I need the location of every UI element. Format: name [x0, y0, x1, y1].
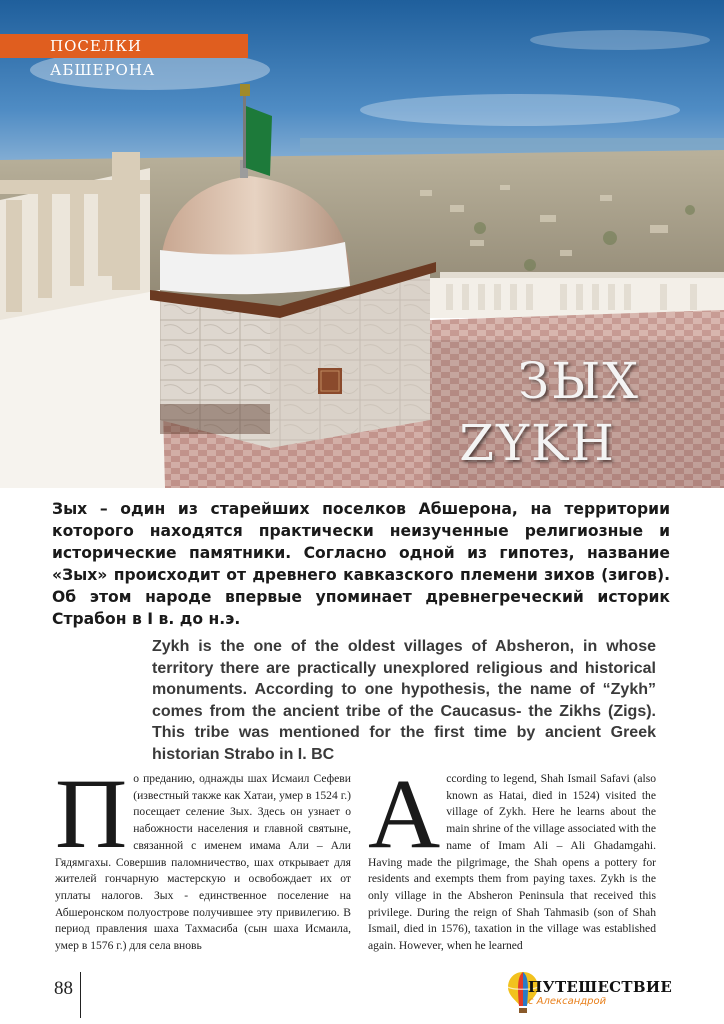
brand-subtitle: с Александрой: [528, 996, 607, 1007]
title-english: ZYKH: [459, 414, 616, 472]
lead-paragraph-russian: Зых – один из старейших поселков Абшерона, на территории которого находятся практически неизученные религиозные и исторические памятники. Согласно одной из гипотез, название «Зых» происходит от древнего кавказского племени зихов (зигов). Об этом народе впервые упоминает древнегреческий историк Страбон в I в. до н.э.: [52, 500, 670, 628]
lead-paragraph-english: Zykh is the one of the oldest villages of Absheron, in whose territory there are practically unexplored religious and historical monuments. According to one hypothesis, the name of “Zykh” comes from the ancient tribe of the Caucasus- the Zikhs (Zigs). This tribe was mentioned for the first time by ancient Greek historian Strabo in I. BC: [152, 638, 656, 763]
brand-title: ПУТЕШЕСТВИЕ: [528, 978, 673, 996]
body-text: ccording to legend, Shah Ismail Safavi (also known as Hatai, died in 1524) visited the village of Zykh. Here he learns about the main shrine of the village associated with the name of Imam Ali – Ali Ghadamgahi. Having made the pilgrimage, the Shah opens a pottery for residents and exempts them from paying taxes. Zykh is the only village in the Absheron Peninsula that received this privilege. During the reign of Shah Tahmasib (son of Shah Ismail, died in 1576), taxation in the village was established again. However, when he learned: [368, 772, 656, 953]
hero-photo: [0, 0, 724, 488]
body-text: о преданию, однажды шах Исмаил Сефеви (известный также как Хатаи, умер в 1524 г.) посещает селение Зых. Здесь он узнает о набожности населения и главной святыне, связанной с именем имама Али – Али Гядямгахы. Совершив паломничество, шах открывает для жителей гончарную мастерскую и освобождает их от уплаты налогов. Зых - единственное поселение на Абшеронском полуострове получившее эту привилегию. В период правления шаха Тахмасиба (сын шаха Исмаила, умер в 1576 г.) для села вновь: [55, 772, 351, 953]
body-column-russian: [55, 758, 351, 955]
body-column-english: [368, 758, 656, 955]
divider: [80, 972, 81, 1018]
dropcap: A: [368, 758, 441, 869]
title-russian: ЗЫХ: [518, 352, 640, 410]
section-tag: ПОСЕЛКИ АБШЕРОНА: [0, 34, 248, 58]
magazine-logo: [504, 970, 673, 1014]
dropcap: П: [55, 758, 128, 869]
page-number: 88: [54, 978, 73, 999]
